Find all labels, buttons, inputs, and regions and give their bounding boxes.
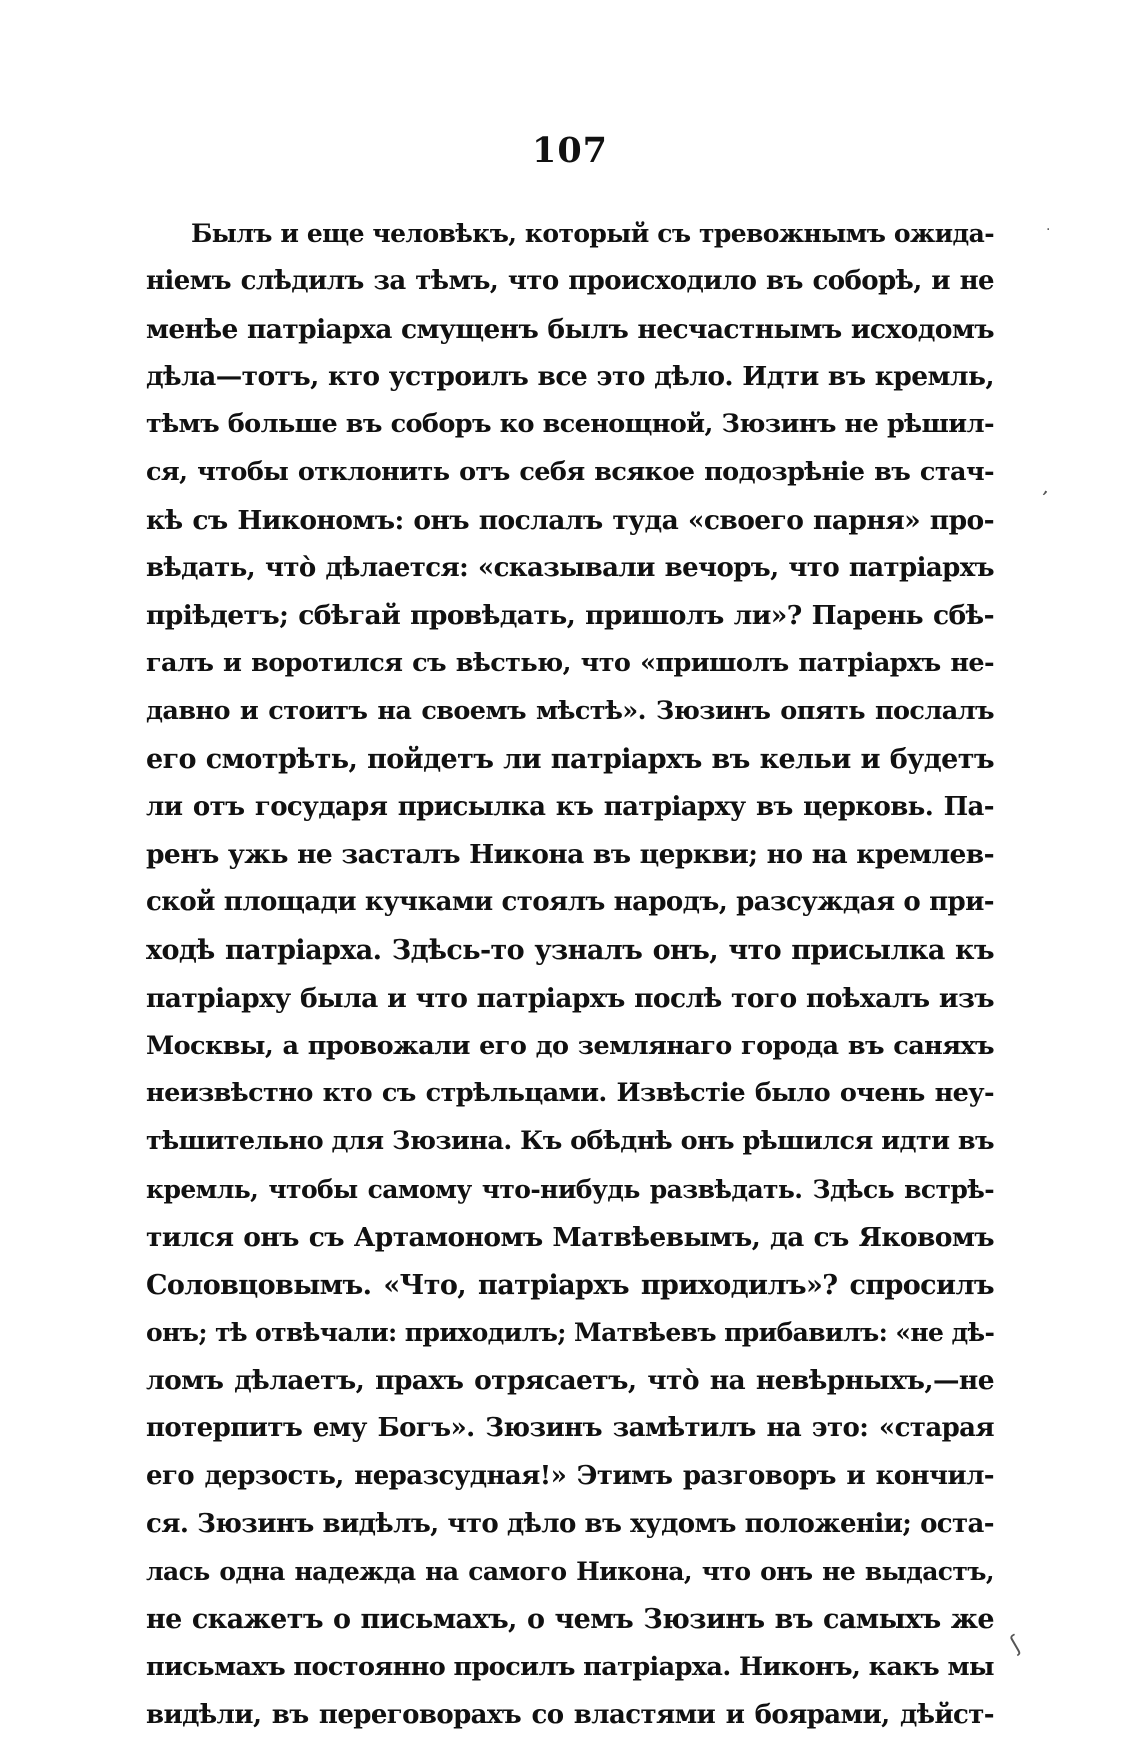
text-line: онъ; тѣ отвѣчали: приходилъ; Матвѣевъ прибавилъ: «не дѣ- (146, 1318, 994, 1348)
text-line: ся, чтобы отклонить отъ себя всякое подозрѣніе въ стач- (146, 456, 994, 487)
text-line: Былъ и еще человѣкъ, который съ тревожнымъ ожида- (191, 219, 994, 248)
text-line: вѣдать, что̀ дѣлается: «сказывали вечоръ, что патріархъ (146, 552, 994, 583)
text-line: галъ и воротился съ вѣстью, что «пришолъ патріархъ не- (146, 648, 994, 679)
text-line: кремль, чтобы самому что-нибудь развѣдать. Здѣсь встрѣ- (146, 1174, 994, 1204)
text-line: видѣли, въ переговорахъ со властями и боярами, дѣйст- (146, 1699, 994, 1730)
text-line: патріарху была и что патріархъ послѣ того поѣхалъ изъ (146, 982, 994, 1014)
text-line: давно и стоитъ на своемъ мѣстѣ». Зюзинъ опять послалъ (146, 695, 994, 726)
text-line: его дерзость, неразсудная!» Этимъ разговоръ и кончил- (146, 1460, 994, 1491)
text-line: ніемъ слѣдилъ за тѣмъ, что происходило въ соборѣ, и не (146, 265, 994, 296)
text-line: Москвы, а провожали его до землянаго города въ саняхъ (146, 1030, 994, 1061)
text-line: тѣшительно для Зюзина. Къ обѣднѣ онъ рѣшился идти въ (146, 1126, 994, 1157)
text-line: Соловцовымъ. «Что, патріархъ приходилъ»? спросилъ (146, 1269, 994, 1301)
text-line: его смотрѣть, пойдетъ ли патріархъ въ кельи и будетъ (146, 743, 994, 775)
text-line: тился онъ съ Артамономъ Матвѣевымъ, да съ Яковомъ (146, 1221, 994, 1253)
text-line: ся. Зюзинъ видѣлъ, что дѣло въ худомъ положеніи; оста- (146, 1508, 994, 1539)
text-line: ходѣ патріарха. Здѣсь-то узналъ онъ, что присылка къ (146, 934, 994, 966)
scan-mark-dot: · (1046, 222, 1051, 238)
text-line: менѣе патріарха смущенъ былъ несчастнымъ исходомъ (146, 313, 994, 345)
text-line: ломъ дѣлаетъ, прахъ отрясаетъ, что̀ на невѣрныхъ,—не (146, 1365, 994, 1397)
scan-mark-tick: ʼ (1036, 485, 1051, 511)
text-line: дѣла—тотъ, кто устроилъ все это дѣло. Идти въ кремль, (146, 361, 994, 393)
text-line: неизвѣстно кто съ стрѣльцами. Извѣстіе было очень неу- (146, 1078, 994, 1109)
text-line: пріѣдетъ; сбѣгай провѣдать, пришолъ ли»? Парень сбѣ- (146, 600, 994, 632)
text-line: ренъ ужь не засталъ Никона въ церкви; но на кремлев- (146, 839, 994, 871)
body-text (146, 210, 994, 1740)
text-line: кѣ съ Никономъ: онъ послалъ туда «своего парня» про- (146, 504, 994, 536)
page-number: 107 (531, 130, 609, 171)
text-line: не скажетъ о письмахъ, о чемъ Зюзинъ въ самыхъ же (146, 1604, 994, 1636)
text-line: лась одна надежда на самого Никона, что онъ не выдастъ, (146, 1557, 994, 1587)
text-line: потерпитъ ему Богъ». Зюзинъ замѣтилъ на это: «старая (146, 1412, 994, 1443)
scan-mark-scribble: ʃ (1006, 1631, 1026, 1658)
text-line: тѣмъ больше въ соборъ ко всенощной, Зюзинъ не рѣшил- (146, 409, 994, 440)
text-line: ской площади кучками стоялъ народъ, разсуждая о при- (146, 887, 994, 918)
text-line: письмахъ постоянно просилъ патріарха. Никонъ, какъ мы (146, 1651, 994, 1682)
text-line: ли отъ государя присылка къ патріарху въ церковь. Па- (146, 791, 994, 822)
